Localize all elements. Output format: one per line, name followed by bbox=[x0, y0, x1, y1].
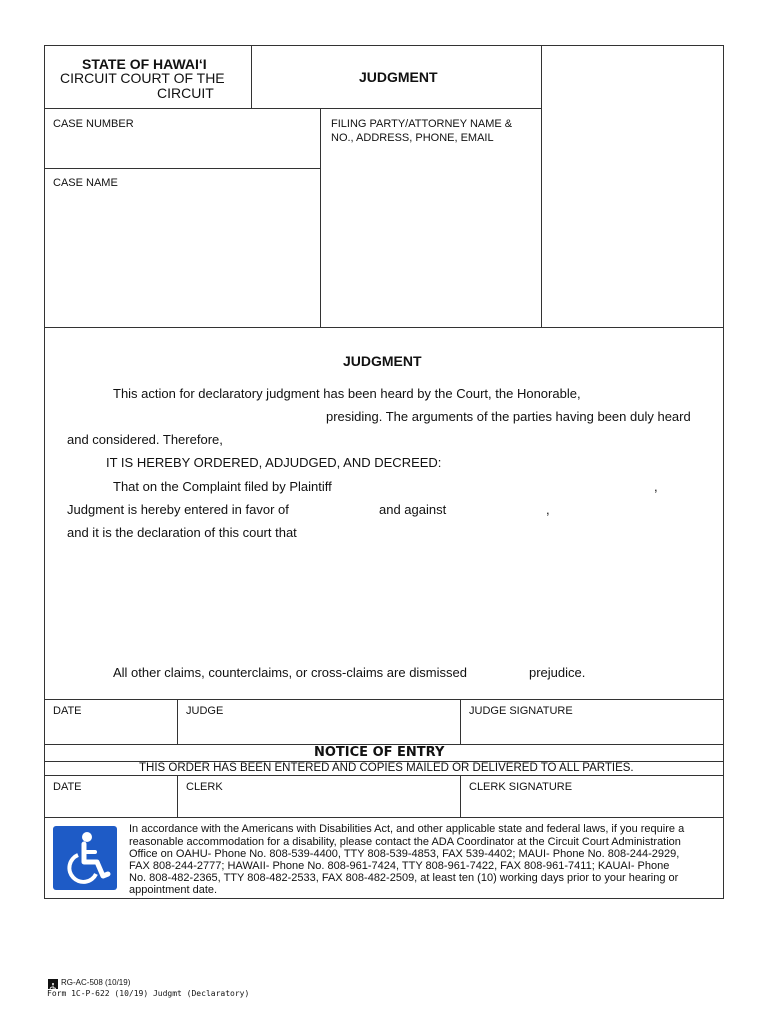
form-border-bottom bbox=[44, 898, 724, 899]
header-divider-v2 bbox=[541, 45, 542, 327]
comma-2: , bbox=[546, 502, 550, 517]
filing-party-label-2: NO., ADDRESS, PHONE, EMAIL bbox=[331, 132, 494, 144]
filing-party-label-1: FILING PARTY/ATTORNEY NAME & bbox=[331, 118, 513, 130]
judgment-para-2: presiding. The arguments of the parties having been duly heard bbox=[326, 409, 691, 424]
judgment-heading: JUDGMENT bbox=[343, 353, 422, 369]
state-heading: STATE OF HAWAI‘I bbox=[82, 56, 207, 72]
ada-line-3: Office on OAHU- Phone No. 808-539-4400, TTY 808-539-4853, FAX 539-4402; MAUI- Phone No. 808-244-2929, bbox=[129, 848, 680, 860]
judgment-para-3: and considered. Therefore, bbox=[67, 432, 223, 447]
judgment-para-5: That on the Complaint filed by Plaintiff bbox=[113, 479, 332, 494]
judgment-para-4: IT IS HEREBY ORDERED, ADJUDGED, AND DECREED: bbox=[106, 455, 442, 470]
ada-line-2: reasonable accommodation for a disability, please contact the ADA Coordinator at the Circuit Court Administration bbox=[129, 836, 681, 848]
notice-of-entry-heading: NOTICE OF ENTRY bbox=[314, 745, 445, 760]
judge-signature-label: JUDGE SIGNATURE bbox=[469, 705, 573, 717]
date-label: DATE bbox=[53, 705, 82, 717]
clerk-date-label: DATE bbox=[53, 781, 82, 793]
caption-divider-h bbox=[44, 168, 321, 169]
form-border-left bbox=[44, 45, 45, 899]
form-border-top bbox=[44, 45, 724, 46]
clerk-label: CLERK bbox=[186, 781, 223, 793]
judge-label: JUDGE bbox=[186, 705, 224, 717]
header-divider-h bbox=[44, 108, 542, 109]
sig-row-top bbox=[44, 699, 724, 700]
notice-subtitle: THIS ORDER HAS BEEN ENTERED AND COPIES MAILED OR DELIVERED TO ALL PARTIES. bbox=[139, 762, 634, 774]
case-number-field[interactable] bbox=[50, 134, 315, 164]
judgment-para-6b: and against bbox=[379, 502, 447, 517]
case-name-label: CASE NAME bbox=[53, 177, 118, 189]
clerk-row-div1 bbox=[177, 775, 178, 818]
document-title: JUDGMENT bbox=[359, 69, 438, 85]
judgment-para-6a: Judgment is hereby entered in favor of bbox=[67, 502, 289, 517]
form-border-right bbox=[723, 45, 724, 899]
judgment-para-1: This action for declaratory judgment has been heard by the Court, the Honorable, bbox=[113, 386, 581, 401]
judgment-para-7: and it is the declaration of this court that bbox=[67, 525, 297, 540]
sig-row-div2 bbox=[460, 699, 461, 745]
ada-line-5: No. 808-482-2365, TTY 808-482-2533, FAX 808-482-2509, at least ten (10) working days prior to your hearing or bbox=[129, 872, 679, 884]
ada-line-6: appointment date. bbox=[129, 884, 218, 896]
caption-divider-v bbox=[320, 108, 321, 327]
judgment-para-8b: prejudice. bbox=[529, 665, 586, 680]
court-name-line1: CIRCUIT COURT OF THE bbox=[60, 70, 225, 86]
clerk-row-bottom bbox=[44, 817, 724, 818]
clerk-row-div2 bbox=[460, 775, 461, 818]
comma-1: , bbox=[654, 479, 658, 494]
case-number-label: CASE NUMBER bbox=[53, 118, 134, 130]
sig-row-div1 bbox=[177, 699, 178, 745]
ada-line-1: In accordance with the Americans with Disabilities Act, and other applicable state and federal laws, if you require a bbox=[129, 823, 685, 835]
header-divider-v1 bbox=[251, 45, 252, 108]
case-name-field[interactable] bbox=[50, 194, 315, 322]
caption-bottom bbox=[44, 327, 724, 328]
ada-line-4: FAX 808-244-2777; HAWAII- Phone No. 808-961-7424, TTY 808-961-7422, FAX 808-961-7411; KAUAI- Phone bbox=[129, 860, 670, 872]
clerk-signature-label: CLERK SIGNATURE bbox=[469, 781, 573, 793]
wheelchair-accessibility-icon bbox=[53, 826, 117, 890]
court-name-line2: CIRCUIT bbox=[157, 85, 214, 101]
small-accessibility-icon bbox=[48, 979, 58, 989]
filing-party-field[interactable] bbox=[326, 150, 536, 320]
form-name: Form 1C-P-622 (10/19) Judgmt (Declaratory) bbox=[47, 989, 250, 998]
form-code: RG-AC-508 (10/19) bbox=[61, 978, 131, 987]
notice-subtitle-bottom bbox=[44, 775, 724, 776]
judgment-para-8a: All other claims, counterclaims, or cross-claims are dismissed bbox=[113, 665, 467, 680]
